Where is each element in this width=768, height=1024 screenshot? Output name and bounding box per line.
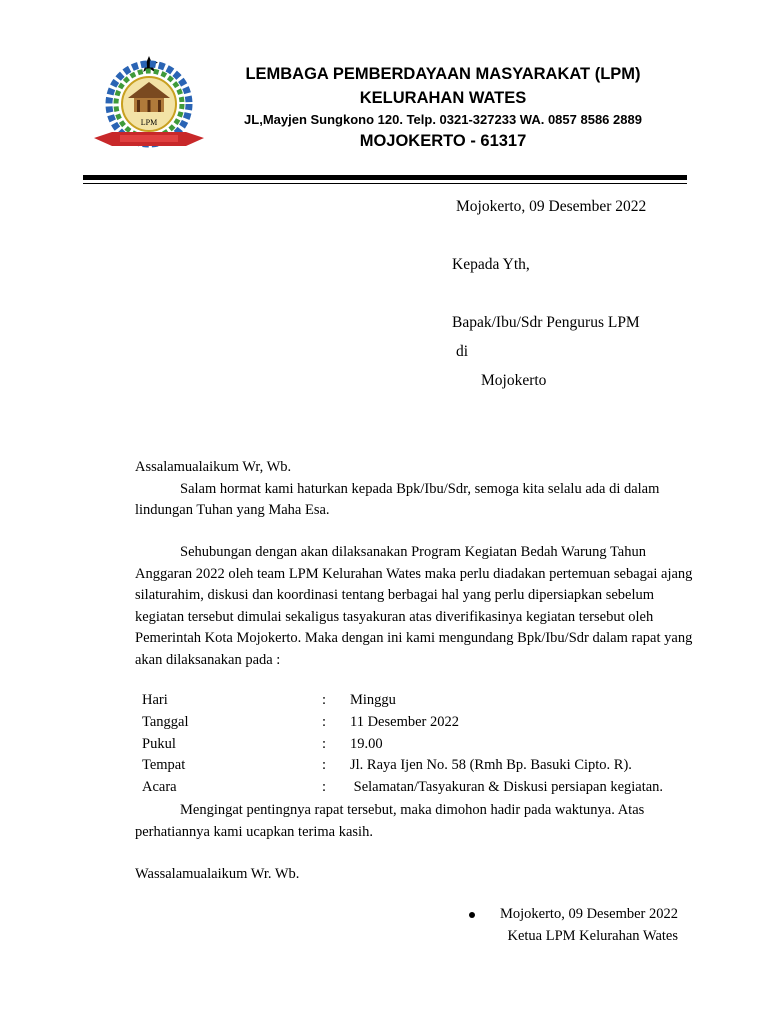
lpm-logo <box>90 54 208 154</box>
bullet-icon <box>469 912 475 918</box>
org-name: LEMBAGA PEMBERDAYAAN MASYARAKAT (LPM) <box>245 65 641 83</box>
signature-title: Ketua LPM Kelurahan Wates <box>507 928 678 944</box>
paragraph-2: Sehubungan dengan akan dilaksanakan Program Kegiatan Bedah Warung Tahun Anggaran 2022 oleh team LPM Kelurahan Wates maka perlu diadakan pertemuan sebagai ajang silaturahim, diskusi dan koordinasi tentang berbagai hal yang perlu dipersiapkan sebelum kegiatan tersebut dimulai sekaligus tasyakuran atas diverifikasinya kegiatan tersebut oleh Pemerintah Kota Mojokerto. Maka dengan ini kami mengundang Bpk/Ibu/Sdr dalam rapat yang akan dilaksanakan pada : <box>135 544 693 668</box>
recipient-name: Bapak/Ibu/Sdr Pengurus LPM <box>452 314 640 331</box>
logo-text: LPM <box>140 118 158 127</box>
paragraph-3: Mengingat pentingnya rapat tersebut, maka dimohon hadir pada waktunya. Atas perhatiannya kami ucapkan terima kasih. <box>135 802 645 840</box>
paragraph-1: Salam hormat kami haturkan kepada Bpk/Ibu/Sdr, semoga kita selalu ada di dalam lindungan Tuhan yang Maha Esa. <box>135 480 660 518</box>
header-divider <box>83 175 687 180</box>
letter-date: Mojokerto, 09 Desember 2022 <box>456 198 647 215</box>
signature-date: Mojokerto, 09 Desember 2022 <box>500 906 678 922</box>
org-address: JL,Mayjen Sungkono 120. Telp. 0321-327233 WA. 0857 8586 2889 <box>244 112 642 127</box>
recipient-di: di <box>456 343 469 360</box>
salutation: Assalamualaikum Wr, Wb. <box>135 459 292 475</box>
recipient-greeting: Kepada Yth, <box>452 256 530 273</box>
header-divider-thin <box>83 183 687 184</box>
recipient-place: Mojokerto <box>481 372 547 389</box>
org-city: MOJOKERTO - 61317 <box>359 132 527 150</box>
closing: Wassalamualaikum Wr. Wb. <box>135 866 300 882</box>
letter-opening <box>135 457 695 522</box>
kelurahan-name: KELURAHAN WATES <box>359 89 527 107</box>
